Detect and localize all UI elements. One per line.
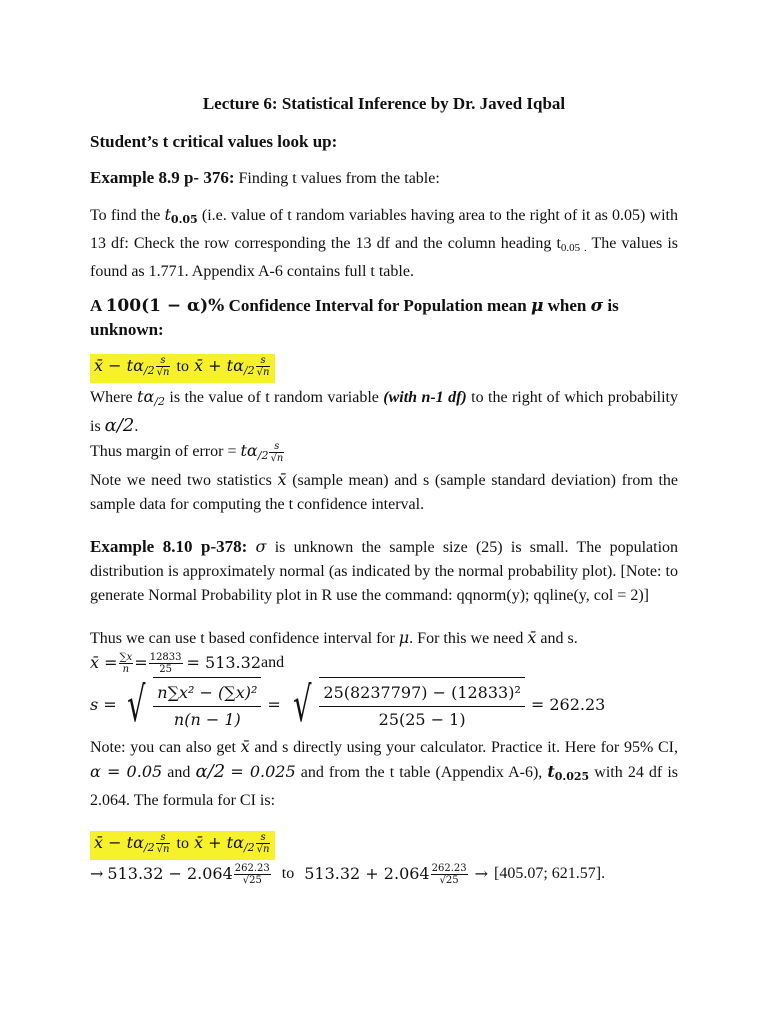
where-text: Where $t\alpha_{/2}$ is the value of t random variable (with n-1 df) to the right of which probability is α/2. (90, 387, 679, 436)
paragraph-find-t: To find the $t_{0.05}$ (i.e. value of t random variables having area to the right of it as 0.05) with 13 df: Check the row corresponding the 13 df and the column heading $t_{0.05 .}$ The values is found as 1.771. Appendix A-6 contains full t table. (90, 205, 679, 280)
note-statistics: Note we need two statistics x̄ (sample mean) and s (sample standard deviation) from the sample data for computing the t confidence interval. (90, 470, 678, 513)
note-calculator: Note: you can also get x̄ and s directly using your calculator. Practice it. Here for 95% CI, α = 0.05 and α/2 = 0.025 and from the t table (Appendix A-6), $t_{0.025}$ with 24 df is 2.064. The formula for CI is: (90, 737, 679, 809)
margin-of-error: Thus margin of error = $t\alpha_{/2}$ $\frac{s}{√n}$ (90, 440, 284, 464)
example-8-10: Example 8.10 p-378: σ is unknown the sample size (25) is small. The population distribution is approximately normal (as indicated by the normal probability plot). [Note: to generate Normal Probability plot in R use the command: qqnorm(y); qqline(y, col = 2)] (90, 537, 679, 604)
document-page (90, 92, 678, 886)
page-title: Lecture 6: Statistical Inference by Dr. Javed Iqbal (202, 94, 566, 113)
section-heading-t-values: Student’s t critical values look up: (90, 132, 338, 151)
t-symbol: t (164, 205, 171, 224)
example-8-9-text: Finding t values from the table: (234, 170, 440, 187)
example-8-9 (90, 166, 678, 191)
ci-heading: A 100(1 − α)% Confidence Interval for Population mean μ when σ is unknown: (90, 296, 619, 339)
example-8-9-label: Example 8.9 p- 376: (90, 168, 235, 187)
ci-formula-highlight-2 (90, 831, 678, 860)
ci-formula-highlight-1 (90, 354, 678, 383)
ci-formula: x̄ − $t\alpha_{/2}$ $\frac{s}{√n}$ to x̄ + $t\alpha_{/2}$ $\frac{s}{√n}$ (90, 354, 275, 383)
sd-calculation: s = √ $\frac{\text{n∑x² − (∑x)²}}{n(n - 1)}$ = √ $\frac{\text{25(8237797) − (12833)²}}{25(25 - 1)}$ = 262.23 (90, 677, 606, 733)
final-interval: → 513.32 − 2.064 $\frac{262.23}{√25}$ to 513.32 + 2.064 $\frac{262.23}{√25}$ → [405.07; 621.57]. (90, 862, 606, 886)
ci-formula-repeat: x̄ − $t\alpha_{/2}$ $\frac{s}{√n}$ to x̄ + $t\alpha_{/2}$ $\frac{s}{√n}$ (90, 831, 275, 860)
thus-text: Thus we can use t based confidence interval for μ. For this we need x̄ and s. (90, 628, 578, 647)
mean-calculation: x̄ = $\frac{\sum x}{n}$ = $\frac{12833}{25}$ = 513.32 and (90, 651, 285, 675)
